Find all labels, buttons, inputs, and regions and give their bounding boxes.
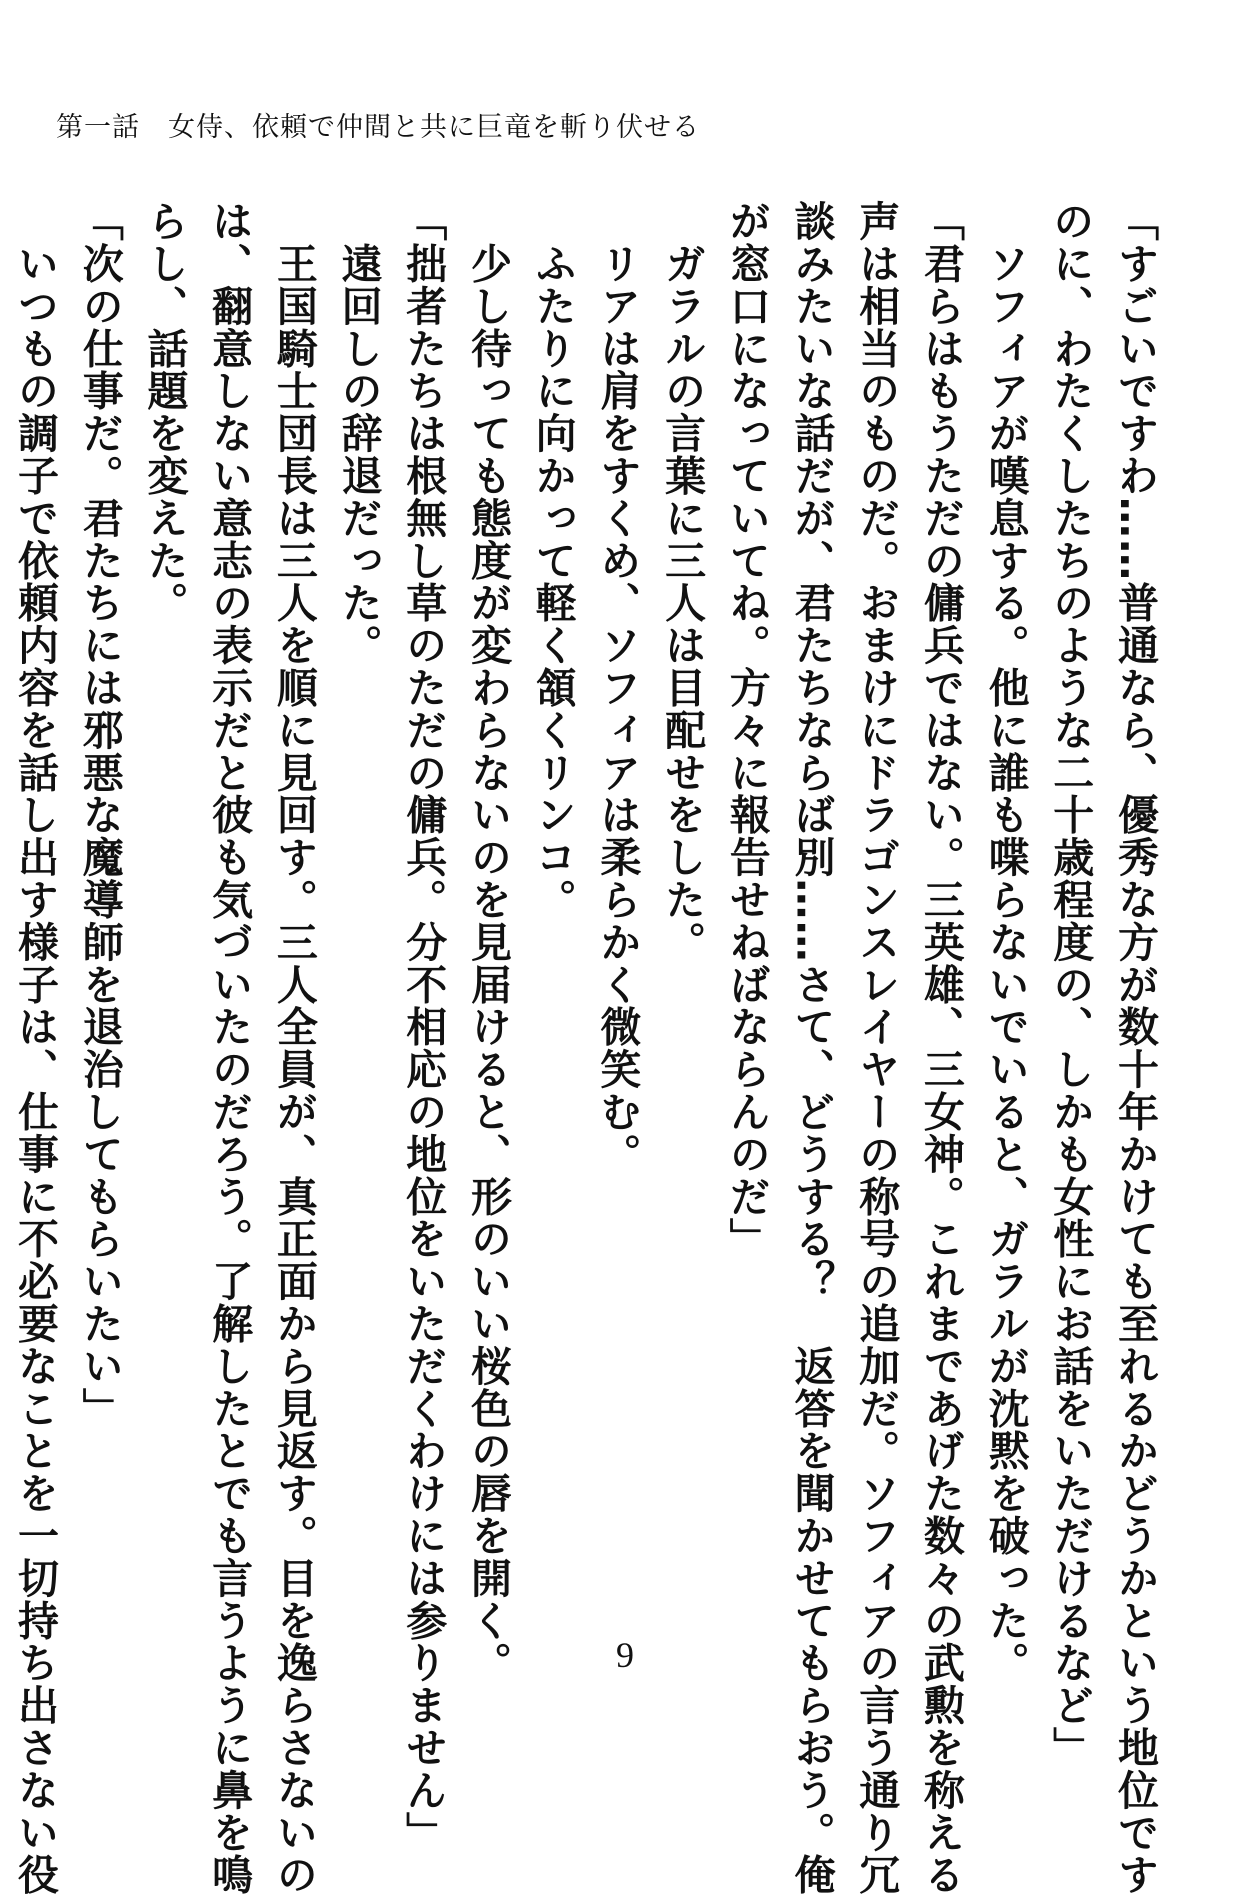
- text-line: が窓口になっていてね。方々に報告せねばならんのだ」: [722, 200, 771, 1260]
- text-line: 談みたいな話だが、君たちならば別……さて、どうする？ 返答を聞かせてもらおう。俺: [787, 200, 836, 1896]
- text-line: 「すごいですわ……普通なら、優秀な方が数十年かけても至れるかどうかという地位です: [1111, 200, 1159, 1896]
- text-line: 遠回しの辞退だった。: [334, 200, 383, 667]
- text-line: は、翻意しない意志の表示だと彼も気づいたのだろう。了解したとでも言うように鼻を鳴: [205, 200, 254, 1896]
- text-line: らし、話題を変えた。: [140, 200, 189, 624]
- text-line: リアは肩をすくめ、ソフィアは柔らかく微笑む。: [593, 200, 642, 1176]
- text-line: ガラルの言葉に三人は目配せをした。: [658, 200, 707, 964]
- page-number: 9: [616, 1635, 634, 1675]
- text-line: 声は相当のものだ。おまけにドラゴンスレイヤーの称号の追加だ。ソフィアの言う通り冗: [852, 200, 901, 1896]
- chapter-title-header: 第一話 女侍、依頼で仲間と共に巨竜を斬り伏せる: [56, 112, 700, 143]
- text-line: 王国騎士団長は三人を順に見回す。三人全員が、真正面から見返す。目を逸らさないの: [269, 200, 318, 1896]
- text-line: ソフィアが嘆息する。他に誰も喋らないでいると、ガラルが沈黙を破った。: [981, 200, 1030, 1684]
- text-line: いつもの調子で依頼内容を話し出す様子は、仕事に不必要なことを一切持ち出さない役: [11, 200, 60, 1896]
- text-line: 「君らはもうただの傭兵ではない。三英雄、三女神。これまであげた数々の武勲を称える: [916, 200, 965, 1896]
- vertical-body-text: [11, 200, 1167, 1896]
- text-line: 「次の仕事だ。君たちには邪悪な魔導師を退治してもらいたい」: [75, 200, 124, 1430]
- text-line: 「拙者たちは根無し草のただの傭兵。分不相応の地位をいただくわけには参りません」: [399, 200, 448, 1854]
- text-line: のに、わたくしたちのような二十歳程度の、しかも女性にお話をいただけるなど」: [1046, 200, 1095, 1769]
- text-line: 少し待っても態度が変わらないのを見届けると、形のいい桜色の唇を開く。: [463, 200, 512, 1684]
- text-line: ふたりに向かって軽く頷くリンコ。: [528, 200, 577, 921]
